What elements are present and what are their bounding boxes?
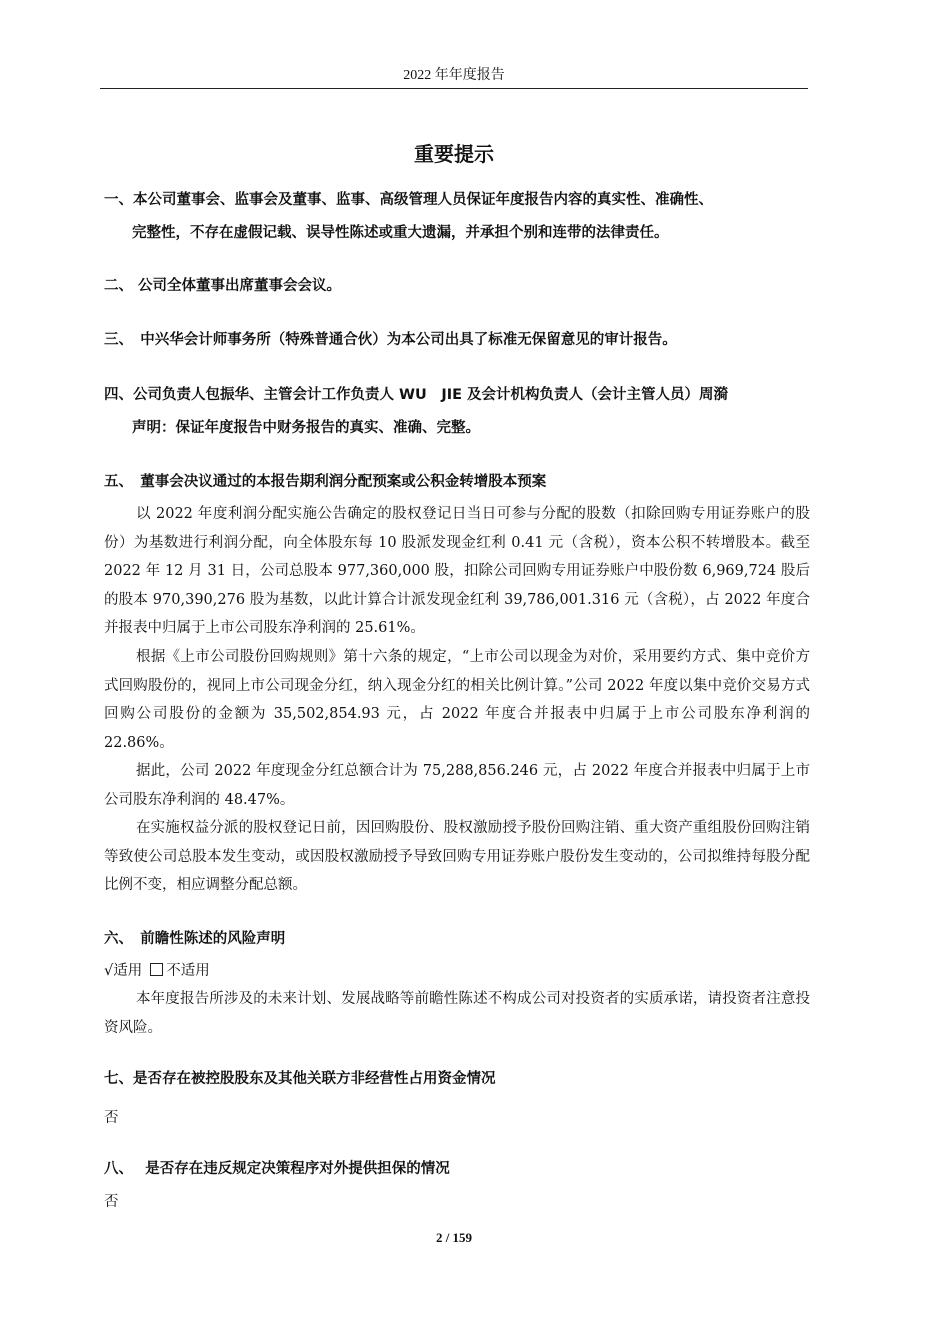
section-3: 三、 中兴华会计师事务所（特殊普通合伙）为本公司出具了标准无保留意见的审计报告。 xyxy=(104,332,677,348)
page-title: 重要提示 xyxy=(414,142,494,166)
applicability-options xyxy=(104,957,210,985)
section-8-answer: 否 xyxy=(104,1194,119,1210)
section-5-paragraph-1: 以 2022 年度利润分配实施公告确定的股权登记日当日可参与分配的股数（扣除回购专用证券账户的股份）为基数进行利润分配，向全体股东每 10 股派发现金红利 0.41 元（含税），资本公积不转增股本。截至 2022 年 12 月 31 日，公司总股本 977,360,000 股，扣除公司回购专用证券账户中股份数 6,969,724 股后的股本 970,390,276 股为基数，以此计算合计派发现金红利 39,786,001.316 元（含税），占 2022 年度合并报表中归属于上市公司股东净利润的 25.61%。 xyxy=(104,506,810,637)
section-6-paragraph: 本年度报告所涉及的未来计划、发展战略等前瞻性陈述不构成公司对投资者的实质承诺，请投资者注意投资风险。 xyxy=(104,991,810,1036)
check-mark-icon: √ xyxy=(104,963,114,979)
report-header: 2022 年年度报告 xyxy=(403,68,505,83)
section-1-line1: 一、本公司董事会、监事会及董事、监事、高级管理人员保证年度报告内容的真实性、准确性、 xyxy=(104,192,713,208)
page-number: 2 / 159 xyxy=(435,1230,473,1245)
section-5-paragraph-4: 在实施权益分派的股权登记日前，因回购股份、股权激励授予股份回购注销、重大资产重组股份回购注销等致使公司总股本发生变动，或因股权激励授予导致回购专用证券账户股份发生变动的，公司拟维持每股分配比例不变，相应调整分配总额。 xyxy=(104,820,810,894)
section-5-paragraph-2: 根据《上市公司股份回购规则》第十六条的规定，“上市公司以现金为对价，采用要约方式、集中竞价方式回购股份的，视同上市公司现金分红，纳入现金分红的相关比例计算。”公司 2022 年度以集中竞价交易方式回购公司股份的金额为 35,502,854.93 元，占 2022 年度合并报表中归属于上市公司股东净利润的 22.86%。 xyxy=(104,649,810,751)
applicable-label: 适用 xyxy=(113,963,143,979)
section-4 xyxy=(104,379,728,445)
section-7-heading: 七、是否存在被控股股东及其他关联方非经营性占用资金情况 xyxy=(104,1071,496,1087)
section-8-heading: 八、 是否存在违反规定决策程序对外提供担保的情况 xyxy=(104,1161,450,1177)
section-1 xyxy=(104,184,713,250)
section-5-heading: 五、 董事会决议通过的本报告期利润分配预案或公积金转增股本预案 xyxy=(104,474,547,490)
not-applicable-label: 不适用 xyxy=(166,963,210,979)
section-5-paragraph-3: 据此，公司 2022 年度现金分红总额合计为 75,288,856.246 元，占 2022 年度合并报表中归属于上市公司股东净利润的 48.47%。 xyxy=(104,763,810,808)
section-7-answer: 否 xyxy=(104,1110,119,1126)
section-4-line1: 四、公司负责人包振华、主管会计工作负责人 WU JIE 及会计机构负责人（会计主管人员）周漪 xyxy=(104,387,729,403)
section-6-heading: 六、 前瞻性陈述的风险声明 xyxy=(104,931,286,947)
header-divider xyxy=(100,88,808,89)
empty-checkbox-icon xyxy=(150,963,163,976)
section-2: 二、 公司全体董事出席董事会会议。 xyxy=(104,278,342,294)
section-1-line2: 完整性，不存在虚假记载、误导性陈述或重大遗漏，并承担个别和连带的法律责任。 xyxy=(132,225,669,241)
section-4-line2: 声明：保证年度报告中财务报告的真实、准确、完整。 xyxy=(132,420,480,436)
